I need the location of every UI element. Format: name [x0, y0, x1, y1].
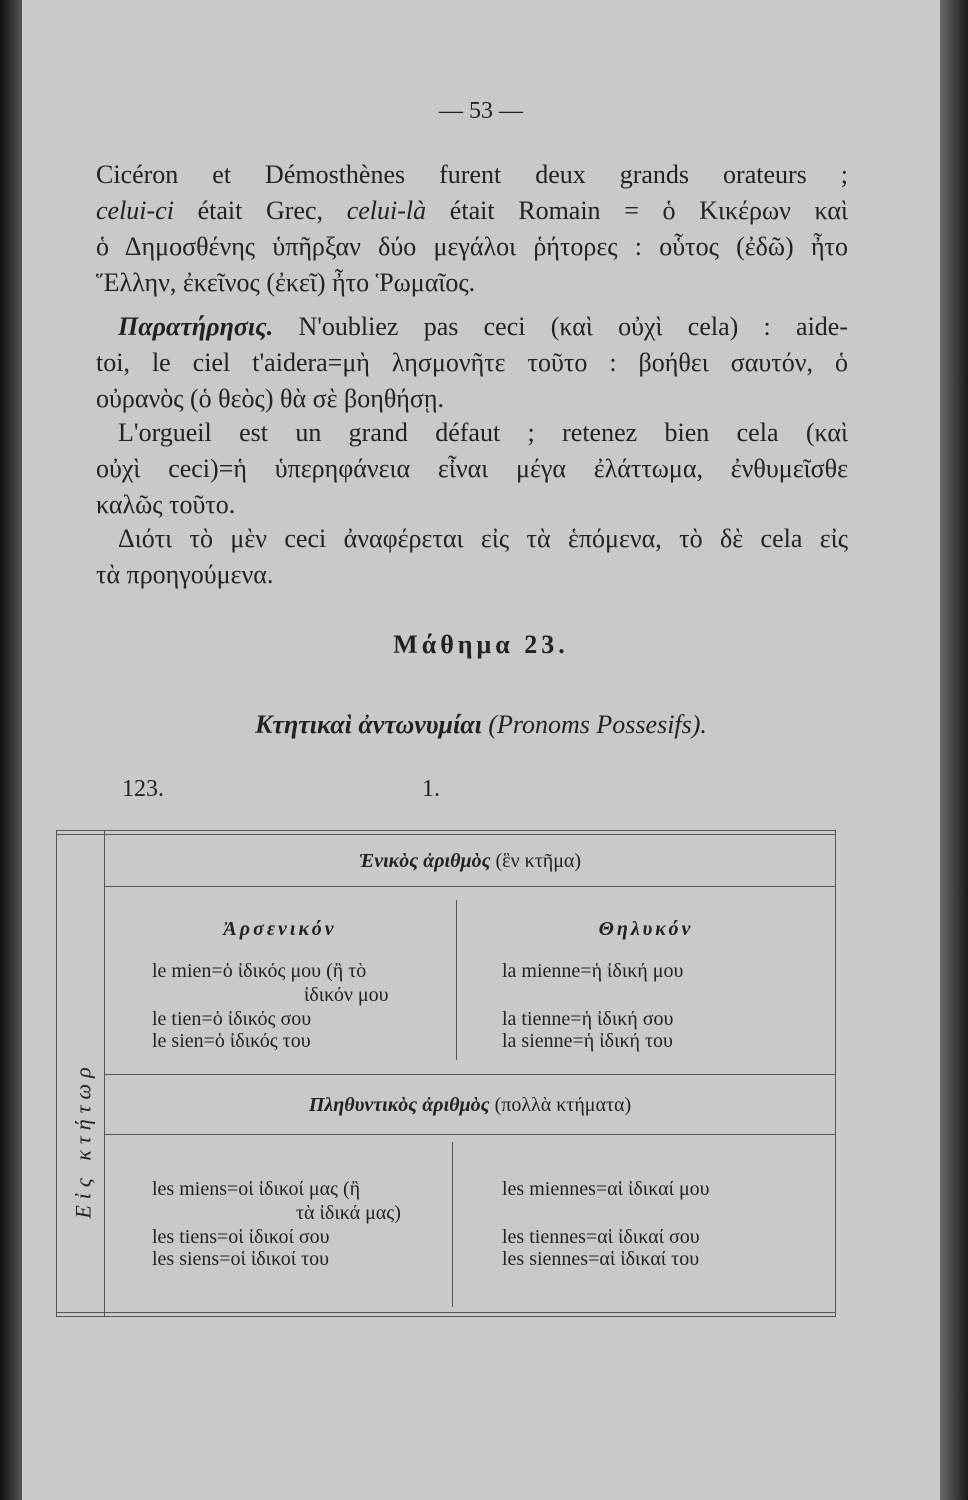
plural-fem-row-miennes: les miennes=αἱ ἰδικαί μου — [502, 1178, 710, 1200]
binding-edge — [0, 0, 22, 1500]
table-top-border-inner — [56, 834, 836, 835]
plural-masc-row-miens: les miens=οἱ ἰδικοί μας (ἢ — [152, 1178, 361, 1200]
fem-row-sienne: la sienne=ἡ ἰδική του — [502, 1030, 673, 1052]
p1-line2 — [96, 196, 848, 226]
p4-line2: τὰ προηγούμενα. — [96, 560, 274, 589]
p1-line4: Ἕλλην, ἐκεῖνος (ἐκεῖ) ἦτο Ῥωμαῖος. — [96, 268, 476, 297]
masculine-header: Ἀρσενικόν — [223, 918, 337, 940]
subtitle-greek: Κτητικαὶ ἀντωνυμίαι — [255, 710, 482, 739]
lesson-subtitle — [22, 710, 940, 740]
p3-line1: L'orgueil est un grand défaut ; retenez bien cela (καὶ — [118, 418, 848, 447]
p2-line2: toi, le ciel t'aidera=μὴ λησμονῆτε τοῦτο : βοήθει σαυτόν, ὁ — [96, 348, 848, 377]
feminine-header: Θηλυκόν — [598, 918, 694, 940]
plural-masc-row-siens: les siens=οἱ ἰδικοί του — [152, 1248, 330, 1270]
plural-gender-divider — [452, 1142, 453, 1307]
singular-body-line — [104, 1074, 836, 1075]
possessive-pronouns-table — [56, 830, 836, 1316]
p1-line2-text-d: était Romain = ὁ Κικέρων καὶ — [426, 196, 848, 225]
plural-header-note: (πολλὰ κτήματα) — [494, 1094, 632, 1116]
singular-header — [104, 850, 836, 873]
p2-line1-text: N'oubliez pas ceci (καὶ οὐχὶ cela) : aide- — [273, 312, 848, 341]
side-label-text: Εἰς κτήτωρ — [71, 1061, 97, 1219]
table-bottom-border — [56, 1312, 836, 1313]
celui-ci-term: celui-ci — [96, 196, 174, 225]
table-top-border — [56, 830, 836, 831]
plural-header-greek: Πληθυντικὸς ἀριθμὸς — [308, 1094, 490, 1116]
masc-row-mien-cont: ἰδικόν μου — [304, 984, 389, 1006]
p1-line2-text-b: était Grec, — [173, 196, 347, 225]
section-number: 123. — [122, 776, 164, 802]
masc-row-tien: le tien=ὁ ἰδικός σου — [152, 1008, 312, 1030]
subtitle-french: (Pronoms Possesifs). — [488, 710, 707, 739]
page-number: — 53 — — [439, 98, 523, 124]
table-right-border — [835, 830, 836, 1316]
p1-line1: Cicéron et Démosthènes furent deux grands orateurs ; — [96, 160, 848, 189]
observation-label: Παρατήρησις. — [118, 312, 274, 341]
singular-header-line — [104, 886, 836, 887]
table-bottom-border-outer — [56, 1316, 836, 1317]
plural-fem-row-tiennes: les tiennes=αἱ ἰδικαί σου — [502, 1226, 700, 1248]
masc-row-mien: le mien=ὁ ἰδικός μου (ἢ τὸ — [152, 960, 367, 982]
p3-line3: καλῶς τοῦτο. — [96, 490, 236, 519]
p2-line3: οὐρανὸς (ὁ θεὸς) θὰ σὲ βοηθήσῃ. — [96, 384, 445, 413]
plural-masc-row-miens-cont: τὰ ἰδικά μας) — [296, 1202, 401, 1224]
side-label — [64, 960, 104, 1320]
side-column-divider — [104, 830, 105, 1316]
singular-header-note: (ἓν κτῆμα) — [495, 850, 582, 872]
p1-line3: ὁ Δημοσθένης ὑπῆρξαν δύο μεγάλοι ῥήτορες : οὗτος (ἐδῶ) ἦτο — [96, 232, 848, 261]
fem-row-mienne: la mienne=ἡ ἰδική μου — [502, 960, 684, 982]
table-left-border — [56, 830, 57, 1316]
p4-line1: Διότι τὸ μὲν ceci ἀναφέρεται εἰς τὰ ἑπόμενα, τὸ δὲ cela εἰς — [118, 524, 848, 553]
plural-masc-row-tiens: les tiens=οἱ ἰδικοί σου — [152, 1226, 330, 1248]
page-edge-shadow — [940, 0, 968, 1500]
p3-line2: οὐχὶ ceci)=ἡ ὑπερηφάνεια εἶναι μέγα ἐλάττωμα, ἐνθυμεῖσθε — [96, 454, 848, 483]
fem-row-tienne: la tienne=ἡ ἰδική σου — [502, 1008, 674, 1030]
singular-header-greek: Ἑνικὸς ἀριθμὸς — [358, 850, 491, 872]
book-page — [22, 0, 940, 1500]
plural-fem-row-siennes: les siennes=αἱ ἰδικαί του — [502, 1248, 700, 1270]
celui-la-term: celui-là — [346, 196, 427, 225]
plural-header-line — [104, 1134, 836, 1135]
plural-header — [104, 1094, 836, 1117]
sub-number: 1. — [422, 776, 440, 802]
p2-line1 — [118, 312, 848, 342]
masc-row-sien: le sien=ὁ ἰδικός του — [152, 1030, 311, 1052]
lesson-title: Μάθημα 23. — [393, 630, 569, 659]
